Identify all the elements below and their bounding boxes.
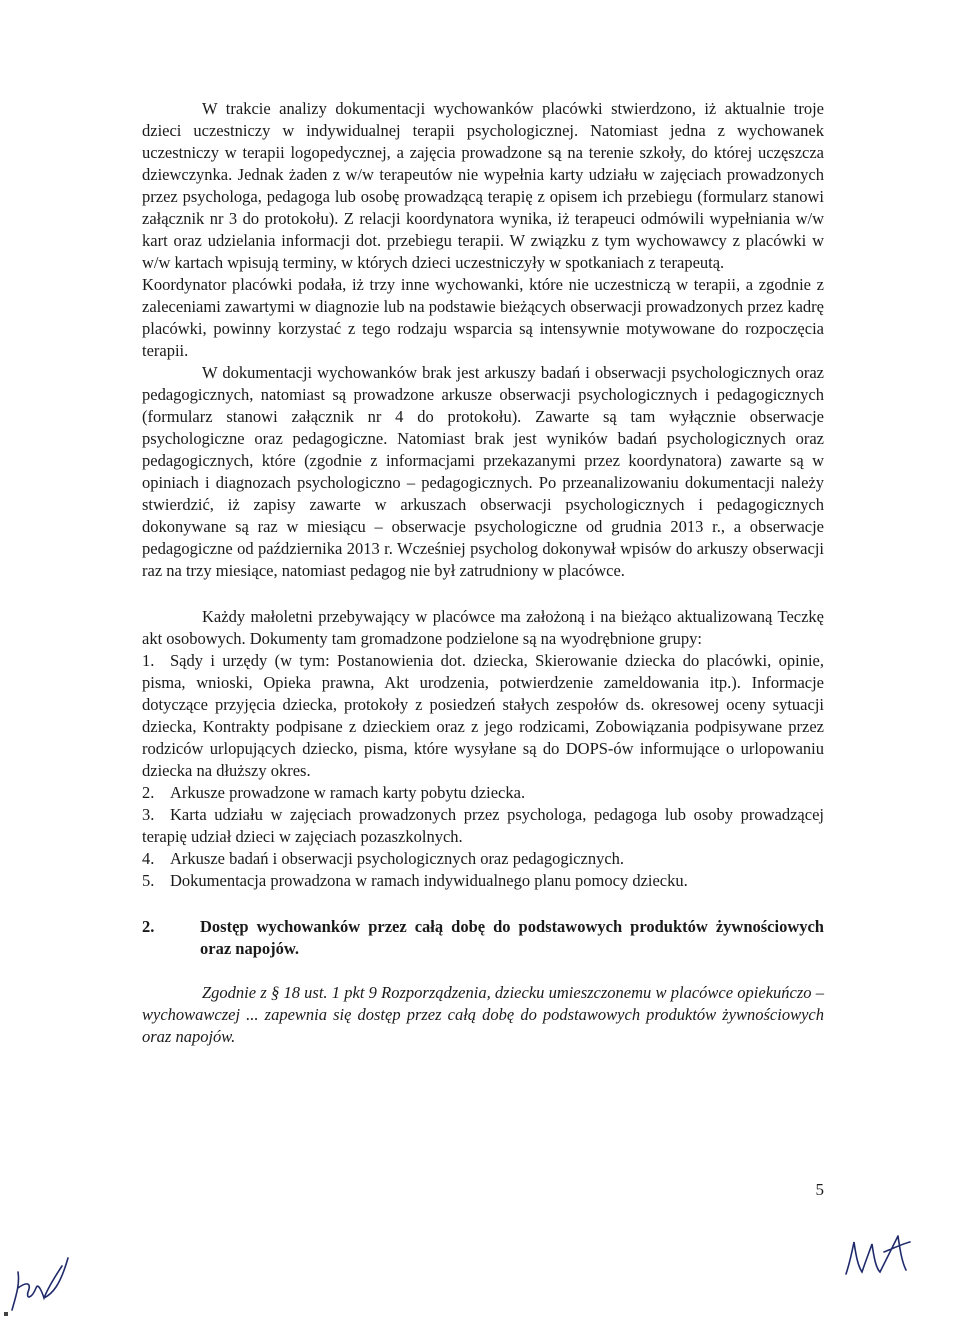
document-groups-list <box>142 650 824 892</box>
signature-right-icon <box>840 1222 920 1292</box>
section-number: 2. <box>142 917 155 936</box>
spacer <box>142 582 824 606</box>
list-item <box>142 650 824 782</box>
paragraph-documentation-review: W dokumentacji wychowanków brak jest arkuszy badań i obserwacji psychologicznych oraz pedagogicznych, natomiast są prowadzone arkusze obserwacji psychologicznych i pedagogicznych (formularz stanowi załącznik nr 4 do protokołu). Zawarte są tam wyłącznie obserwacje psychologiczne oraz pedagogiczne. Natomiast brak jest wyników badań psychologicznych oraz pedagogicznych, które (zgodnie z informacjami przekazanymi przez koordynatora) zawarte są w opiniach i diagnozach psychologiczno – pedagogicznych. Po przeanalizowaniu dokumentacji należy stwierdzić, iż zapisy zawarte w arkuszach obserwacji psychologicznych i pedagogicznych dokonywane są raz w miesiącu – obserwacje psychologiczne od grudnia 2013 r., a obserwacje pedagogiczne od października 2013 r. Wcześniej psycholog dokonywał wpisów do arkuszy obserwacji raz na trzy miesiące, natomiast pedagog nie był zatrudniony w placówce. <box>142 363 824 580</box>
paragraph-therapy-analysis: W trakcie analizy dokumentacji wychowanków placówki stwierdzono, iż aktualnie troje dzieci uczestniczy w indywidualnej terapii psychologicznej. Natomiast jedna z wychowanek uczestniczy w terapii logopedycznej, a zajęcia prowadzone są na terenie szkoły, do której uczęszcza dziewczynka. Jednak żaden z w/w terapeutów nie wypełnia karty udziału w zajęciach prowadzonych przez psychologa, pedagoga lub osobę prowadzącą terapię z opisem ich przebiegu (formularz stanowi załącznik nr 3 do protokołu). Z relacji koordynatora wynika, iż terapeuci odmówili wypełniania w/w kart oraz udzielania informacji dot. przebiegu terapii. W związku z tym wychowawcy z placówki w w/w kartach wpisują terminy, w których dzieci uczestniczyły w spotkaniach z terapeutą. <box>142 99 824 272</box>
list-item-text: Dokumentacja prowadzona w ramach indywidualnego planu pomocy dziecku. <box>170 871 688 890</box>
list-item-text: Arkusze prowadzone w ramach karty pobytu dziecka. <box>170 783 526 802</box>
list-item-number: 4. <box>142 849 155 868</box>
scan-artifact <box>4 1312 8 1316</box>
spacer <box>142 892 824 916</box>
list-item <box>142 782 824 804</box>
spacer <box>142 960 824 982</box>
list-item-number: 5. <box>142 871 155 890</box>
list-item-number: 1. <box>142 651 155 670</box>
list-item-text: Arkusze badań i obserwacji psychologicznych oraz pedagogicznych. <box>170 849 625 868</box>
document-body <box>142 98 824 1048</box>
list-item <box>142 804 824 848</box>
list-item-text: Sądy i urzędy (w tym: Postanowienia dot. dziecka, Skierowanie dziecka do placówki, opinie, pisma, wnioski, Opieka prawna, Akt urodzenia, potwierdzenie zameldowania itp.). Informacje dotyczące przyjęcia dziecka, protokoły z posiedzeń stałych zespołów ds. okresowej oceny sytuacji dziecka, Kontrakty podpisane z dzieckiem oraz z jego rodzicami, Zobowiązania podpisywane przez rodziców urlopujących dziecko, pisma, które wysyłane są do DOPS-ów informujące o urlopowaniu dziecka na dłuższy okres. <box>142 651 824 780</box>
signature-left-icon <box>2 1248 82 1318</box>
paragraph-coordinator-report: Koordynator placówki podała, iż trzy inne wychowanki, które nie uczestniczą w terapii, a zgodnie z zaleceniami zawartymi w diagnozie lub na podstawie bieżących obserwacji prowadzonych przez kadrę placówki, powinny korzystać z tego rodzaju wsparcia są intensywnie motywowane do rozpoczęcia terapii. <box>142 275 824 360</box>
list-item-number: 3. <box>142 805 155 824</box>
paragraph-personal-files: Każdy małoletni przebywający w placówce ma założoną i na bieżąco aktualizowaną Teczkę akt osobowych. Dokumenty tam gromadzone podzielone są na wyodrębnione grupy: <box>142 607 824 648</box>
list-item-number: 2. <box>142 783 155 802</box>
page-number: 5 <box>815 1180 824 1199</box>
section-heading <box>142 916 824 960</box>
section-title: Dostęp wychowanków przez całą dobę do podstawowych produktów żywnościowych oraz napojów. <box>200 917 824 958</box>
regulation-citation: Zgodnie z § 18 ust. 1 pkt 9 Rozporządzenia, dziecku umieszczonemu w placówce opiekuńczo – wychowawczej ... zapewnia się dostęp przez całą dobę do podstawowych produktów żywnościowych oraz napojów. <box>142 983 824 1046</box>
list-item <box>142 870 824 892</box>
list-item-text: Karta udziału w zajęciach prowadzonych przez psychologa, pedagoga lub osoby prowadzącej terapię udział dzieci w zajęciach pozaszkolnych. <box>142 805 824 846</box>
list-item <box>142 848 824 870</box>
